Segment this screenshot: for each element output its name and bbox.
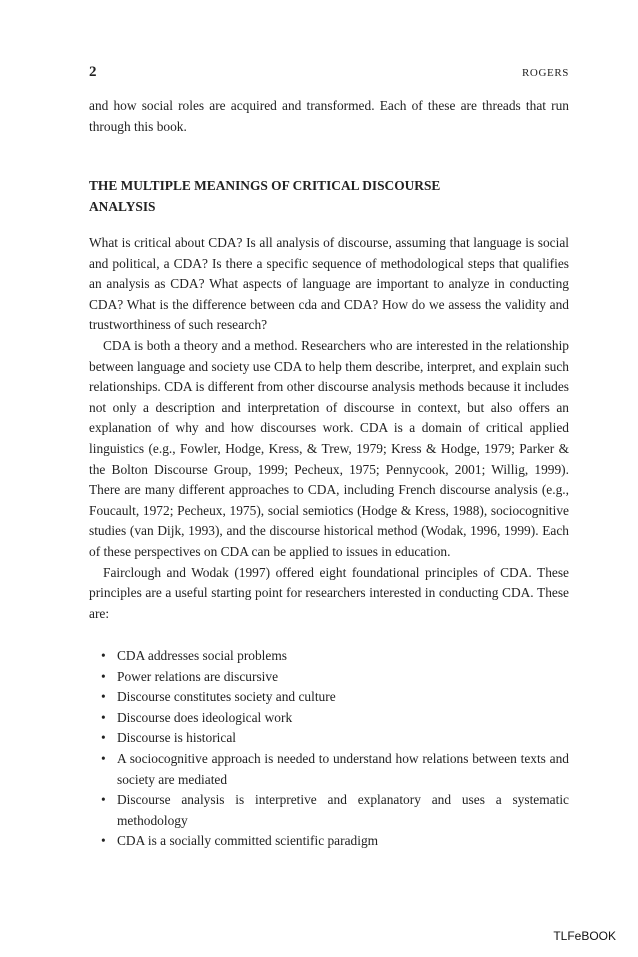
bullet-icon: • bbox=[101, 648, 106, 663]
list-item-text: Discourse is historical bbox=[117, 730, 237, 746]
bullet-icon: • bbox=[101, 689, 106, 705]
list-item-text: CDA is a socially committed scientific paradigm bbox=[117, 833, 379, 849]
bullet-icon: • bbox=[101, 668, 106, 684]
bullet-icon: • bbox=[101, 833, 106, 849]
list-item-text: Discourse analysis is interpretive and explanatory and uses a systematic methodology bbox=[117, 792, 569, 828]
list-item bbox=[89, 708, 569, 729]
list-item bbox=[89, 728, 569, 749]
list-item bbox=[89, 831, 569, 852]
running-title: ROGERS bbox=[522, 67, 569, 79]
bullet-icon: • bbox=[101, 792, 106, 808]
paragraph-theory-method: CDA is both a theory and a method. Researchers who are interested in the relationship between language and society use CDA to help them describe, interpret, and explain such relationships. CDA is different from other discourse analysis methods because it includes not only a description and interpretation of discourse in context, but also offers an explanation of why and how discourses work. CDA is a domain of critical applied linguistics (e.g., Fowler, Hodge, Kress, & Trew, 1979; Kress & Hodge, 1979; Parker & the Bolton Discourse Group, 1999; Pecheux, 1975; Pennycook, 2001; Willig, 1999). There are many different approaches to CDA, including French discourse analysis (e.g., Foucault, 1972; Pecheux, 1975), social semiotics (Hodge & Kress, 1988), sociocognitive studies (van Dijk, 1993), and the discourse historical method (Wodak, 1996, 1999). Each of these perspectives on CDA can be applied to issues in education. bbox=[89, 337, 569, 559]
list-item bbox=[89, 646, 569, 667]
list-item-text: A sociocognitive approach is needed to understand how relations between texts and society are mediated bbox=[117, 750, 569, 787]
list-item-text: Discourse does ideological work bbox=[117, 709, 293, 725]
section-body bbox=[89, 233, 569, 624]
list-item bbox=[89, 749, 569, 790]
page-number: 2 bbox=[89, 64, 97, 80]
running-header bbox=[89, 64, 569, 84]
list-item-text: Discourse constitutes society and culture bbox=[117, 689, 336, 705]
bullet-icon: • bbox=[101, 730, 106, 746]
paragraph-principles-intro: Fairclough and Wodak (1997) offered eight foundational principles of CDA. These principles are a useful starting point for researchers interested in conducting CDA. These are: bbox=[89, 564, 569, 621]
principles-list bbox=[89, 646, 569, 852]
section-heading: THE MULTIPLE MEANINGS OF CRITICAL DISCOURSE ANALYSIS bbox=[89, 178, 441, 214]
bullet-icon: • bbox=[101, 709, 106, 725]
intro-paragraph: and how social roles are acquired and transformed. Each of these are threads that run through this book. bbox=[89, 98, 569, 134]
list-item-text: Power relations are discursive bbox=[117, 668, 279, 684]
list-item bbox=[89, 687, 569, 708]
list-item bbox=[89, 790, 569, 831]
bullet-icon: • bbox=[101, 750, 106, 766]
list-item bbox=[89, 667, 569, 688]
watermark-label: TLFeBOOK bbox=[553, 929, 616, 943]
list-item-text: CDA addresses social problems bbox=[117, 648, 287, 663]
paragraph-questions: What is critical about CDA? Is all analysis of discourse, assuming that language is social and political, a CDA? Is there a specific sequence of methodological steps that qualifies an analysis as CDA? What aspects of language are important to analyze in conducting CDA? What is the difference between cda and CDA? How do we assess the validity and trustworthiness of such research? bbox=[89, 235, 569, 333]
